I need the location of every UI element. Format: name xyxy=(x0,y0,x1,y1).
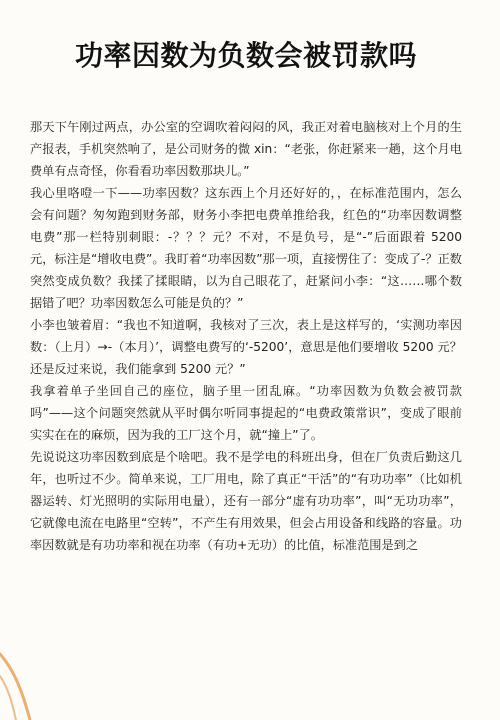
paragraph-1: 那天下午刚过两点，办公室的空调吹着闷闷的风，我正对着电脑核对上个月的生产报表，手机突然响了，是公司财务的微 xin：“老张，你赶紧来一趟，这个月电费单有点奇怪，你看看功率因数那块儿。” xyxy=(30,120,462,178)
paragraph-4: 我拿着单子坐回自己的座位，脑子里一团乱麻。“功率因数为负数会被罚款吗”——这个问题突然就从平时偶尔听同事提起的“电费政策常识”，变成了眼前实实在在的麻烦，因为我的工厂这个月，就“撞上”了。 xyxy=(30,384,462,442)
paragraph-5: 先说说这功率因数到底是个啥吧。我不是学电的科班出身，但在厂负责后勤这几年，也听过不少。简单来说，工厂用电，除了真正“干活”的“有功功率”（比如机器运转、灯光照明的实际用电量），还有一部分“虚有功功率”，叫“无功功率”，它就像电流在电路里“空转”，不产生有用效果，但会占用设备和线路的容量。功率因数就是有功功率和视在功率（有功+无功）的比值，标准范围是到之 xyxy=(30,450,462,552)
paragraph-2: 我心里咯噔一下——功率因数？这东西上个月还好好的，，在标准范围内，怎么会有问题？匆匆跑到财务部，财务小李把电费单推给我，红色的“功率因数调整电费”那一栏特别刺眼：-？？？元？不对，不是负号，是“-”后面跟着 5200 元，标注是“增收电费”。我盯着“功率因数”那一项，直接愣住了：变成了-？正数突然变成负数？我揉了揉眼睛，以为自己眼花了，赶紧问小李：“这……哪个数据错了吧？功率因数怎么可能是负的？” xyxy=(30,186,462,310)
paragraph-3: 小李也皱着眉：“我也不知道啊，我核对了三次，表上是这样写的，‘实测功率因数：（上月）→-（本月）’，调整电费写的‘-5200’，意思是他们要增收 5200 元？还是反过来说，我们能拿到 5200 元？” xyxy=(30,318,462,376)
article-body xyxy=(30,116,462,556)
page-title: 功率因数为负数会被罚款吗 xyxy=(74,39,417,72)
